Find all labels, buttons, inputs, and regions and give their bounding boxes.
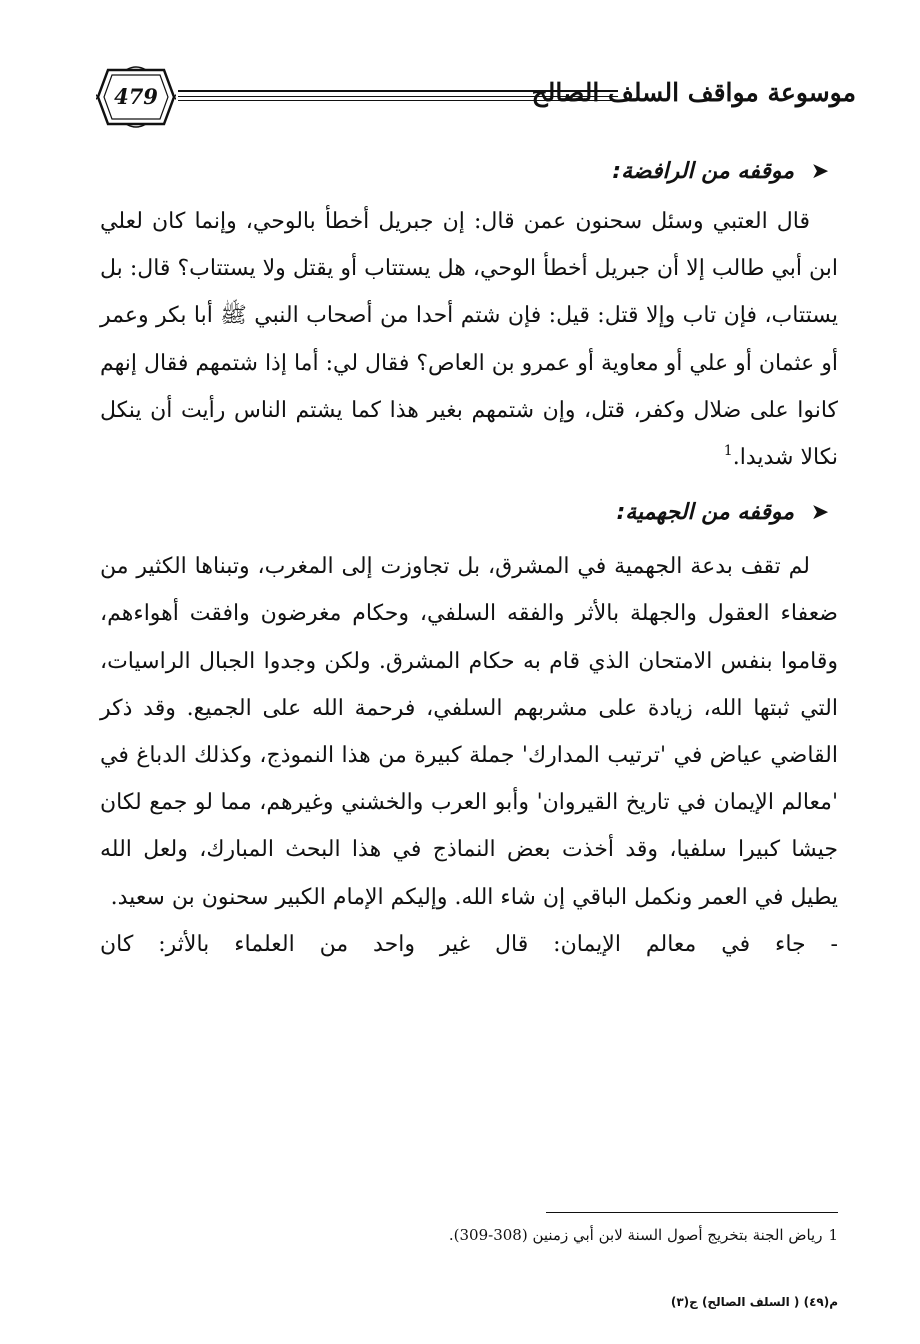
section-heading — [100, 491, 838, 535]
section-heading-text: موقفه من الجهمية: — [616, 500, 794, 526]
printer-signature: م(٤٩) ( السلف الصالح) ج(٣) — [670, 1295, 838, 1309]
page-header — [96, 62, 856, 140]
quote-intro-line: - جاء في معالم الإيمان: قال غير واحد من العلماء بالأثر: كان — [100, 931, 838, 957]
page-body — [100, 150, 838, 968]
arrowhead-bullet-icon: ➤ — [810, 159, 830, 184]
section-heading-text: موقفه من الرافضة: — [612, 159, 794, 184]
page-number: 479 — [114, 84, 158, 109]
running-title: موسوعة مواقف السلف الصالح — [531, 78, 856, 107]
paragraph-text: لم تقف بدعة الجهمية في المشرق، بل تجاوزت إلى المغرب، وتبناها الكثير من ضعفاء العقول والجهلة بالأثر والفقه السلفي، وحكام مغرضون وافقت أهواءهم، وقاموا بنفس الامتحان الذي قام به حكام المشرق. ولكن وجدوا الجبال الراسيات، التي ثبتها الله، زيادة على مشربهم السلفي، فرحمة الله على الجميع. وقد ذكر القاضي عياض في 'ترتيب المدارك' جملة كبيرة من هذا النموذج، وكذلك الدباغ في 'معالم الإيمان في تاريخ القيروان' وأبو العرب والخشني وغيرهم، مما لو جمع لكان جيشا كبيرا سلفيا، وقد أخذت بعض النماذج في هذا البحث المبارك، ولعل الله يطيل في العمر ونكمل الباقي إن شاء الله. وإليكم الإمام الكبير سحنون بن سعيد. — [100, 554, 838, 910]
footnote — [100, 1222, 838, 1248]
footnote-reference: 1 — [723, 443, 733, 460]
section-paragraph — [100, 198, 838, 481]
footnote-separator — [546, 1212, 838, 1213]
arrowhead-bullet-icon: ➤ — [810, 500, 830, 526]
section-paragraph — [100, 543, 838, 921]
paragraph-text: قال العتبي وسئل سحنون عمن قال: إن جبريل أخطأ بالوحي، وإنما كان لعلي ابن أبي طالب إلا أن جبريل أخطأ الوحي، هل يستتاب أو يقتل ولا يستتاب؟ قال: بل يستتاب، فإن تاب وإلا قتل: قيل: فإن شتم أحدا من أصحاب النبي ﷺ أبا بكر وعمر أو عثمان أو علي أو معاوية أو عمرو بن العاص؟ فقال لي: أما إذا شتمهم فقال إنهم كانوا على ضلال وكفر، قتل، وإن شتمهم بغير هذا كما يشتم الناس رأيت أن ينكل نكالا شديدا. — [100, 209, 838, 471]
footnote-text: رياض الجنة بتخريج أصول السنة لابن أبي زمنين (308-309). — [448, 1226, 823, 1244]
section-heading — [100, 150, 838, 194]
page-number-badge — [96, 66, 176, 128]
footnote-number: 1 — [828, 1226, 838, 1244]
